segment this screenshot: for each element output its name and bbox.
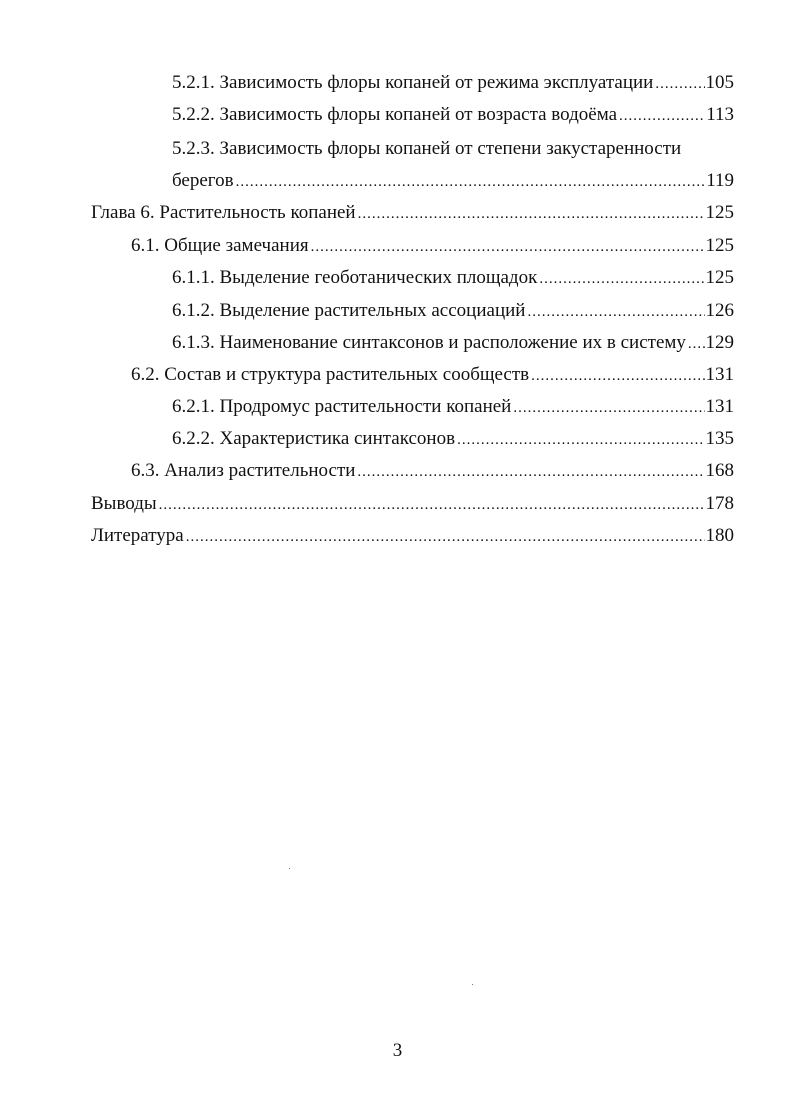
- dot-leader: [457, 429, 704, 451]
- toc-entry[interactable]: [172, 267, 734, 290]
- toc-entry-page: 125: [705, 267, 734, 288]
- toc-entry-title: 6.1.3. Наименование синтаксонов и расположение их в систему: [172, 332, 686, 353]
- toc-entry-title: 5.2.2. Зависимость флоры копаней от возраста водоёма: [172, 104, 618, 125]
- toc-entry-title: Глава 6. Растительность копаней: [91, 202, 356, 223]
- toc-entry[interactable]: [131, 235, 734, 258]
- toc-entry-title: 6.1. Общие замечания: [131, 235, 309, 256]
- toc-entry[interactable]: [131, 460, 734, 483]
- dot-leader: [539, 268, 704, 290]
- toc-entry-page: 131: [705, 364, 734, 385]
- toc-entry-page: 105: [705, 72, 734, 93]
- dot-leader: [236, 171, 706, 193]
- toc-entry-page: 126: [705, 300, 734, 321]
- toc-entry-title: Литература: [91, 525, 184, 546]
- toc-entry[interactable]: [172, 332, 734, 355]
- toc-entry-title: 6.2. Состав и структура растительных сообществ: [131, 364, 530, 385]
- toc-entry[interactable]: [91, 493, 734, 516]
- dot-leader: [527, 301, 704, 323]
- toc-entry[interactable]: [172, 300, 734, 323]
- toc-entry[interactable]: [91, 525, 734, 548]
- toc-entry-page: 113: [706, 104, 734, 125]
- dot-leader: [311, 236, 705, 258]
- toc-entry[interactable]: [172, 104, 734, 127]
- toc-entry[interactable]: [131, 364, 734, 387]
- dot-leader: [655, 73, 704, 95]
- dot-leader: [159, 494, 705, 516]
- toc-entry-title: 6.1.1. Выделение геоботанических площадок: [172, 267, 538, 288]
- toc-entry-page: 180: [705, 525, 734, 546]
- dot-leader: [688, 333, 705, 355]
- toc-entry-title: берегов: [172, 170, 234, 191]
- toc-entry-title: 6.2.2. Характеристика синтаксонов: [172, 428, 456, 449]
- toc-entry-page: 129: [705, 332, 734, 353]
- scan-speck: [289, 868, 290, 869]
- dot-leader: [619, 105, 705, 127]
- dot-leader: [186, 526, 705, 548]
- scan-speck: [472, 984, 473, 985]
- toc-entry-page: 119: [706, 170, 734, 191]
- toc-entry-page: 125: [705, 202, 734, 223]
- toc-entry-title: Выводы: [91, 493, 157, 514]
- toc-entry-title: 6.3. Анализ растительности: [131, 460, 356, 481]
- toc-entry[interactable]: [172, 396, 734, 419]
- dot-leader: [357, 461, 704, 483]
- toc-entry-title: 5.2.1. Зависимость флоры копаней от режима эксплуатации: [172, 72, 654, 93]
- toc-entry-page: 131: [705, 396, 734, 417]
- toc-entry-page: 135: [705, 428, 734, 449]
- toc-entry-page: 178: [705, 493, 734, 514]
- toc-entry[interactable]: [172, 428, 734, 451]
- toc-entry[interactable]: [172, 170, 734, 193]
- dot-leader: [358, 203, 705, 225]
- dot-leader: [531, 365, 704, 387]
- toc-entry-chapter[interactable]: [91, 202, 734, 225]
- toc-entry-page: 168: [705, 460, 734, 481]
- dot-leader: [513, 397, 704, 419]
- toc-entry-title-line1[interactable]: 5.2.3. Зависимость флоры копаней от степени закустаренности: [172, 138, 682, 159]
- page-number: 3: [392, 1040, 403, 1061]
- toc-entry[interactable]: [172, 72, 734, 95]
- toc-entry-title: 6.2.1. Продромус растительности копаней: [172, 396, 512, 417]
- toc-entry-page: 125: [705, 235, 734, 256]
- toc-entry-title: 6.1.2. Выделение растительных ассоциаций: [172, 300, 526, 321]
